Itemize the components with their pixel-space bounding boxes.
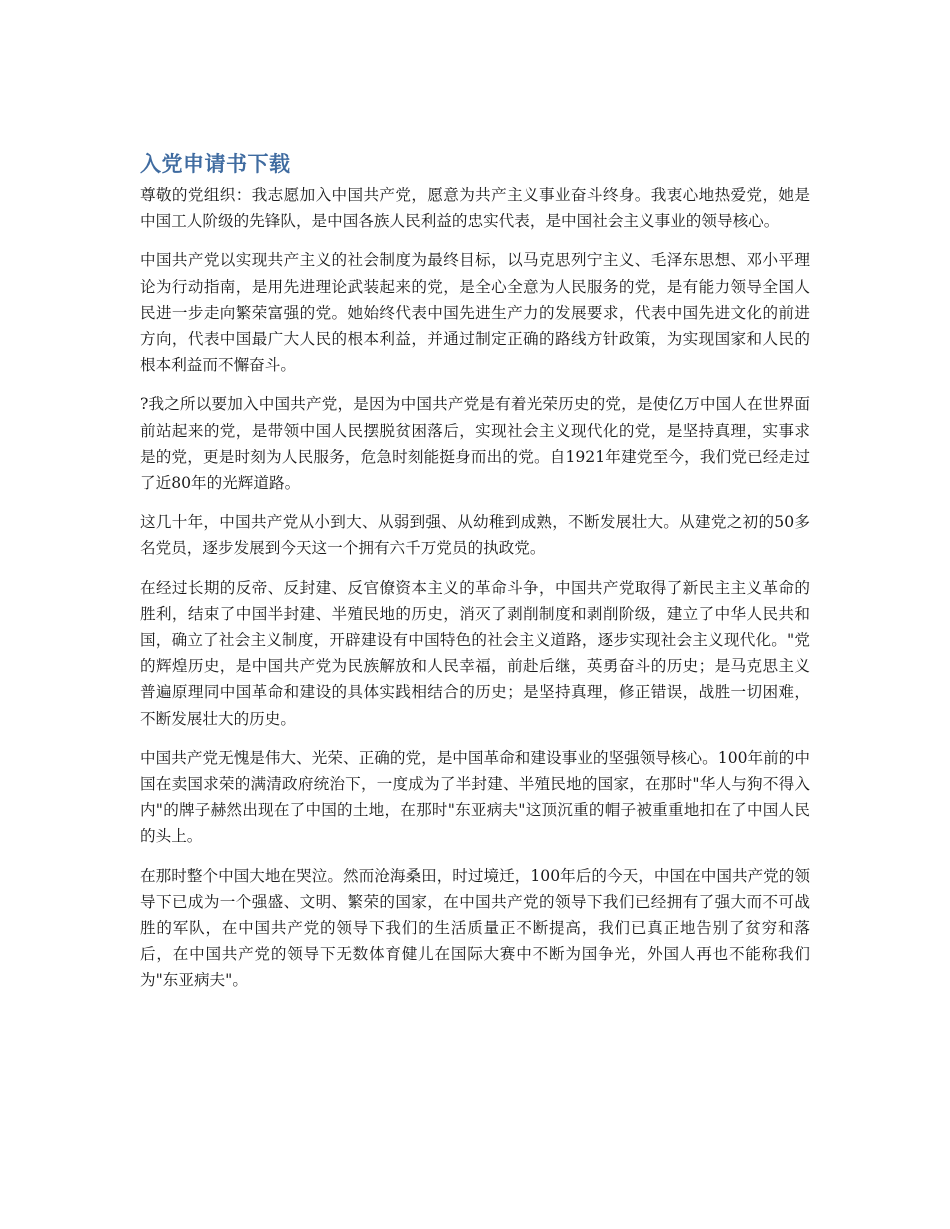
- paragraph-4: 这几十年，中国共产党从小到大、从弱到强、从幼稚到成熟，不断发展壮大。从建党之初的50多名党员，逐步发展到今天这一个拥有六千万党员的执政党。: [140, 513, 810, 558]
- document-title: 入党申请书下载: [140, 152, 291, 176]
- document-page: [140, 148, 810, 1007]
- paragraph-2: 中国共产党以实现共产主义的社会制度为最终目标，以马克思列宁主义、毛泽东思想、邓小平理论为行动指南，是用先进理论武装起来的党，是全心全意为人民服务的党，是有能力领导全国人民进一步走向繁荣富强的党。她始终代表中国先进生产力的发展要求，代表中国先进文化的前进方向，代表中国最广大人民的根本利益，并通过制定正确的路线方针政策，为实现国家和人民的根本利益而不懈奋斗。: [140, 251, 810, 375]
- paragraph-3: ?我之所以要加入中国共产党，是因为中国共产党是有着光荣历史的党，是使亿万中国人在世界面前站起来的党，是带领中国人民摆脱贫困落后，实现社会主义现代化的党，是坚持真理，实事求是的党，更是时刻为人民服务，危急时刻能挺身而出的党。自1921年建党至今，我们党已经走过了近80年的光辉道路。: [140, 395, 810, 493]
- paragraph-1: 尊敬的党组织：我志愿加入中国共产党，愿意为共产主义事业奋斗终身。我衷心地热爱党，她是中国工人阶级的先锋队，是中国各族人民利益的忠实代表，是中国社会主义事业的领导核心。: [140, 186, 810, 231]
- paragraph-7: 在那时整个中国大地在哭泣。然而沧海桑田，时过境迁，100年后的今天，中国在中国共产党的领导下已成为一个强盛、文明、繁荣的国家，在中国共产党的领导下我们已经拥有了强大而不可战胜的军队，在中国共产党的领导下我们的生活质量正不断提高，我们已真正地告别了贫穷和落后，在中国共产党的领导下无数体育健儿在国际大赛中不断为国争光，外国人再也不能称我们为"东亚病夫"。: [140, 866, 810, 990]
- paragraph-5: 在经过长期的反帝、反封建、反官僚资本主义的革命斗争，中国共产党取得了新民主主义革命的胜利，结束了中国半封建、半殖民地的历史，消灭了剥削制度和剥削阶级，建立了中华人民共和国，确立了社会主义制度，开辟建设有中国特色的社会主义道路，逐步实现社会主义现代化。"党的辉煌历史，是中国共产党为民族解放和人民幸福，前赴后继，英勇奋斗的历史；是马克思主义普遍原理同中国革命和建设的具体实践相结合的历史；是坚持真理，修正错误，战胜一切困难，不断发展壮大的历史。: [140, 578, 810, 728]
- paragraph-6: 中国共产党无愧是伟大、光荣、正确的党，是中国革命和建设事业的坚强领导核心。100年前的中国在卖国求荣的满清政府统治下，一度成为了半封建、半殖民地的国家，在那时"华人与狗不得入内"的牌子赫然出现在了中国的土地，在那时"东亚病夫"这顶沉重的帽子被重重地扣在了中国人民的头上。: [140, 748, 810, 846]
